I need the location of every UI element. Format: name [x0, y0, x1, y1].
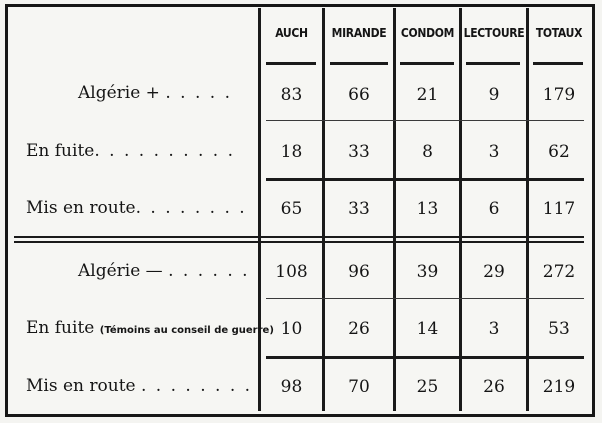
cell: 66	[348, 85, 370, 105]
double-rule	[14, 241, 584, 243]
cell: 8	[422, 142, 433, 162]
cell: 25	[416, 377, 439, 397]
header-lectoure: LECTOURE	[463, 26, 525, 40]
header-mirande: MIRANDE	[331, 26, 387, 40]
cell: 70	[348, 377, 370, 397]
cell: 14	[416, 319, 439, 339]
rule	[266, 356, 584, 359]
rule	[266, 62, 316, 65]
cell: 96	[348, 262, 370, 282]
cell: 33	[348, 199, 370, 219]
cell: 6	[488, 199, 500, 219]
row-label: En fuite (Témoins au conseil de guerre)	[26, 318, 274, 338]
cell: 21	[416, 85, 439, 105]
rule	[266, 178, 584, 181]
header-totaux: TOTAUX	[535, 26, 583, 40]
row-label: En fuite. . . . . . . . . .	[26, 141, 236, 161]
rule	[533, 62, 583, 65]
cell: 39	[416, 262, 439, 282]
cell: 9	[488, 85, 500, 105]
cell: 33	[348, 142, 370, 162]
cell: 3	[488, 319, 500, 339]
rule	[400, 62, 454, 65]
cell: 29	[483, 262, 505, 282]
rule	[466, 62, 520, 65]
row-label: Mis en route. . . . . . . .	[26, 198, 247, 218]
cell: 10	[280, 319, 303, 339]
header-condom: CONDOM	[400, 26, 455, 40]
cell: 117	[542, 199, 576, 219]
double-rule	[14, 236, 584, 238]
cell: 3	[488, 142, 500, 162]
row-label: Algérie — . . . . . .	[78, 261, 250, 281]
cell: 98	[280, 377, 303, 397]
rule	[330, 62, 388, 65]
cell: 272	[542, 262, 576, 282]
rule	[266, 120, 584, 121]
cell: 26	[348, 319, 370, 339]
rule	[266, 298, 584, 299]
cell: 65	[280, 199, 303, 219]
cell: 108	[275, 262, 308, 282]
cell: 18	[280, 142, 303, 162]
cell: 53	[548, 319, 570, 339]
cell: 62	[548, 142, 570, 162]
cell: 13	[416, 199, 439, 219]
header-auch: AUCH	[275, 26, 308, 40]
row-label: Algérie + . . . . .	[78, 83, 232, 103]
cell: 26	[483, 377, 505, 397]
row-label: Mis en route . . . . . . . .	[26, 376, 253, 396]
cell: 179	[542, 85, 576, 105]
cell: 219	[542, 377, 576, 397]
cell: 83	[280, 85, 303, 105]
